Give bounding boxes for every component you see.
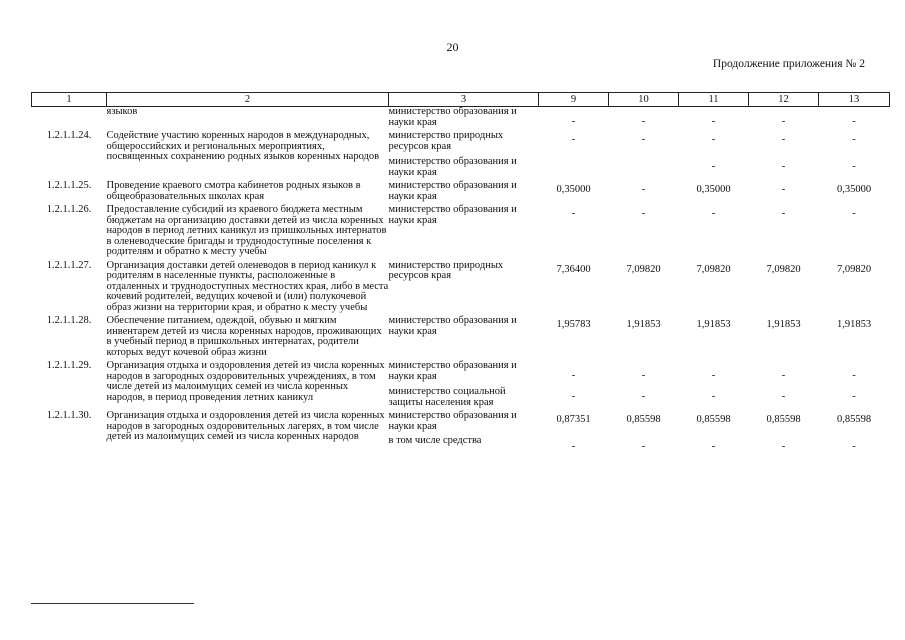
row-value-13: 0,35000 xyxy=(836,184,872,195)
row-code: 1.2.1.1.25. xyxy=(46,180,92,191)
row-value-9: - xyxy=(571,391,576,402)
row-value-11: 7,09820 xyxy=(696,263,731,275)
row-value-11: - xyxy=(711,134,716,145)
row-value-10: - xyxy=(641,134,646,145)
row-value-12: - xyxy=(781,161,786,172)
table-row xyxy=(32,316,890,358)
row-value-9: 1,95783 xyxy=(556,319,591,330)
row-value-10: - xyxy=(641,116,646,127)
table-row xyxy=(32,411,890,432)
header-col-1: 1 xyxy=(32,93,107,107)
row-value-9: - xyxy=(571,370,576,381)
row-code: 1.2.1.1.29. xyxy=(46,360,92,371)
row-value-10: - xyxy=(641,370,646,381)
row-value-10: - xyxy=(641,208,646,219)
row-code: 1.2.1.1.24. xyxy=(46,130,92,141)
row-responsible: министерство природных ресурсов края xyxy=(388,259,504,281)
page-number: 20 xyxy=(446,40,459,54)
row-value-12: 7,09820 xyxy=(766,263,801,275)
row-responsible: министерство образования и науки края xyxy=(388,204,517,226)
row-value-10: 0,85598 xyxy=(626,414,661,425)
row-description: Организация доставки детей оленеводов в период каникул к родителям в населенные пункты, расположенные в отдаленных и труднодоступных местностях края, либо в места кочевий родителей, ведущих кочевой и (или) полукочевой образ жизни на территории края, и обратно к месту учебы xyxy=(106,259,389,313)
row-value-9: - xyxy=(571,441,576,452)
row-value-9: - xyxy=(571,208,576,219)
row-description: Организация отдыха и оздоровления детей из числа коренных народов в загородных оздоровительных лагерях, в том числе детей из малоимущих семей из числа коренных народов xyxy=(106,410,385,442)
row-value-13: - xyxy=(852,441,856,452)
program-table xyxy=(31,92,890,453)
row-value-13: - xyxy=(852,208,856,219)
row-value-9: 7,36400 xyxy=(556,263,591,275)
row-value-11: - xyxy=(711,161,716,172)
row-value-12: - xyxy=(781,441,786,452)
header-col-3: 3 xyxy=(389,93,539,107)
row-value-12: 0,85598 xyxy=(766,414,801,425)
header-col-13: 13 xyxy=(819,93,890,107)
table-row xyxy=(32,361,890,382)
row-value-10: 1,91853 xyxy=(626,319,661,330)
row-value-13: 7,09820 xyxy=(836,263,872,275)
footnote-separator-line xyxy=(31,603,194,604)
row-value-11: 1,91853 xyxy=(696,319,731,330)
row-value-10: - xyxy=(641,391,646,402)
row-responsible: министерство природных ресурсов края xyxy=(388,130,504,152)
row-value-12: - xyxy=(781,134,786,145)
row-value-11: 0,35000 xyxy=(696,184,731,195)
row-value-10: - xyxy=(641,184,646,195)
row-value-11: - xyxy=(711,391,716,402)
row-description: языков xyxy=(106,106,138,117)
row-value-11: - xyxy=(711,116,716,127)
table-row xyxy=(32,131,890,152)
row-description: Обеспечение питанием, одеждой, обувью и мягким инвентарем детей из числа коренных народов, проживающих в учебный период в пришкольных интернатах, родители которых ведут кочевой образ жизни xyxy=(106,315,382,358)
row-code xyxy=(32,107,107,129)
table-header-row xyxy=(32,93,890,107)
row-value-13: - xyxy=(852,391,856,402)
row-value-12: 1,91853 xyxy=(766,319,801,330)
row-value-9: 0,87351 xyxy=(556,414,591,425)
row-value-12: - xyxy=(781,391,786,402)
row-responsible: министерство образования и науки края xyxy=(388,360,517,382)
row-responsible: министерство образования и науки края xyxy=(388,106,517,128)
table-row xyxy=(32,181,890,202)
row-value-12: - xyxy=(781,208,786,219)
row-value-9 xyxy=(539,152,609,178)
row-description: Предоставление субсидий из краевого бюджета местным бюджетам на организацию доставки детей из числа коренных народов в период летних каникул из пришкольных интернатов в оленеводческие бригады и труднодоступные поселения к родителям и обратно к месту учебы xyxy=(106,204,387,257)
row-value-10: - xyxy=(641,441,646,452)
row-value-10 xyxy=(609,152,679,178)
header-col-9: 9 xyxy=(539,93,609,107)
row-code: 1.2.1.1.26. xyxy=(46,204,92,215)
row-value-13: - xyxy=(852,134,856,145)
row-responsible: министерство образования и науки края xyxy=(388,156,517,178)
row-value-11: - xyxy=(711,441,716,452)
row-description: Содействие участию коренных народов в международных, общероссийских и региональных мероприятиях, посвященных сохранению родных языков коренных народов xyxy=(106,130,380,162)
header-col-11: 11 xyxy=(679,93,749,107)
row-value-10: 7,09820 xyxy=(626,263,661,275)
row-value-9: - xyxy=(571,116,576,127)
row-responsible: министерство образования и науки края xyxy=(388,315,517,337)
table-row xyxy=(32,261,890,314)
header-col-2: 2 xyxy=(107,93,389,107)
row-responsible: министерство образования и науки края xyxy=(388,180,517,202)
row-value-12: - xyxy=(781,370,786,381)
row-responsible: министерство образования и науки края xyxy=(388,410,517,432)
header-col-12: 12 xyxy=(749,93,819,107)
header-col-10: 10 xyxy=(609,93,679,107)
row-value-11: 0,85598 xyxy=(696,414,731,425)
row-description: Проведение краевого смотра кабинетов родных языков в общеобразовательных школах края xyxy=(106,180,361,202)
row-value-11: - xyxy=(711,370,716,381)
row-value-11: - xyxy=(711,208,716,219)
row-responsible: министерство социальной защиты населения края xyxy=(388,386,506,408)
table-row xyxy=(32,107,890,129)
row-value-13: - xyxy=(852,370,856,381)
row-code: 1.2.1.1.30. xyxy=(46,410,92,421)
row-responsible: в том числе средства xyxy=(388,435,482,446)
row-description: Организация отдыха и оздоровления детей из числа коренных народов в загородных оздоровительных учреждениях, в том числе детей из малоимущих семей из числа коренных народов, в период проведения летних каникул xyxy=(106,360,385,403)
row-value-13: - xyxy=(852,161,856,172)
row-value-13: - xyxy=(852,116,856,127)
row-code: 1.2.1.1.28. xyxy=(46,315,92,326)
row-value-13: 0,85598 xyxy=(836,414,872,425)
row-value-9: - xyxy=(571,134,576,145)
row-value-12: - xyxy=(781,184,786,195)
table-row xyxy=(32,205,890,258)
row-value-13: 1,91853 xyxy=(836,319,872,330)
appendix-continuation-label: Продолжение приложения № 2 xyxy=(712,58,865,70)
row-value-12: - xyxy=(781,116,786,127)
row-code: 1.2.1.1.27. xyxy=(46,259,92,271)
row-value-9: 0,35000 xyxy=(556,184,591,195)
